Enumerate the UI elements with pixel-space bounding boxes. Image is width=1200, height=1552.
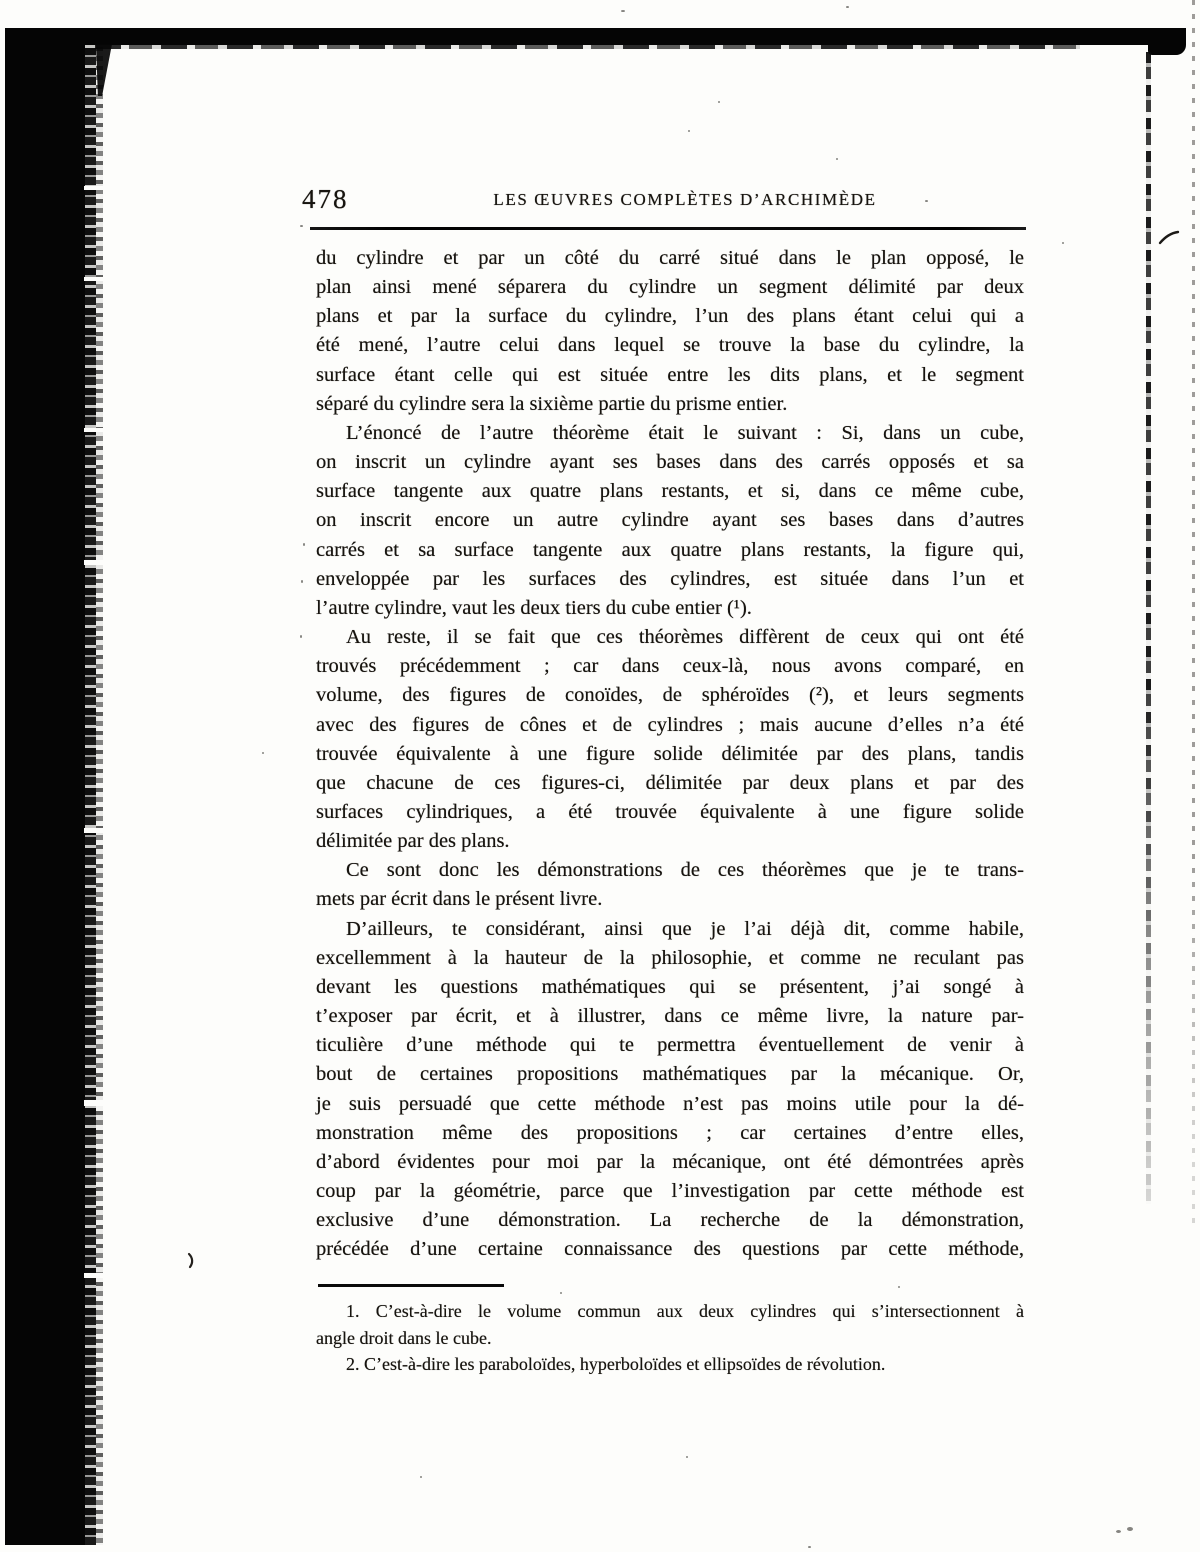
left-gutter-shadow xyxy=(5,28,85,1545)
body-text xyxy=(316,244,1024,1264)
scan-speck xyxy=(1062,242,1064,244)
text-line: enveloppée par les surfaces des cylindres, est située dans l’un et xyxy=(316,567,1024,590)
gutter-edge-break xyxy=(84,277,106,281)
footnote-line: 1. C’est-à-dire le volume commun aux deux cylindres qui s’intersectionnent à xyxy=(346,1301,1024,1321)
top-scan-band-ragged-edge xyxy=(95,45,1080,49)
text-line: surfaces cylindriques, a été trouvée équivalente à une figure solide xyxy=(316,800,1024,823)
text-line: surface tangente aux quatre plans restants, et si, dans ce même cube, xyxy=(316,480,1024,503)
scan-speck xyxy=(898,1286,900,1288)
text-line: on inscrit un cylindre ayant ses bases dans des carrés opposés et sa xyxy=(316,451,1024,474)
text-line: devant les questions mathématiques qui se présentent, j’ai songé à xyxy=(316,975,1024,998)
gutter-corner-mark xyxy=(96,44,112,96)
footnote-line: 2. C’est-à-dire les paraboloïdes, hyperboloïdes et ellipsoïdes de révolution. xyxy=(346,1354,886,1375)
left-gutter-ragged-edge xyxy=(85,28,96,1545)
text-line: on inscrit encore un autre cylindre ayant ses bases dans d’autres xyxy=(316,509,1024,532)
top-scan-band xyxy=(20,28,1160,45)
footnote-line: angle droit dans le cube. xyxy=(316,1327,492,1348)
text-line: plan ainsi mené séparera du cylindre un segment délimité par deux xyxy=(316,276,1024,299)
scan-speck xyxy=(686,1456,688,1458)
text-line: Ce sont donc les démonstrations de ces théorèmes que je te trans- xyxy=(346,859,1024,882)
scan-speck xyxy=(303,543,305,546)
scan-speck xyxy=(420,1476,422,1478)
paragraph xyxy=(316,244,1024,419)
paragraph xyxy=(316,856,1024,914)
text-line: du cylindre et par un côté du carré situé dans le plan opposé, le xyxy=(316,247,1024,269)
text-line: excellemment à la hauteur de la philosophie, et comme ne reculant pas xyxy=(316,946,1024,969)
far-right-dashed-edge xyxy=(1192,0,1195,1225)
top-scan-band-right-blob xyxy=(1148,28,1186,55)
scan-tick-mark xyxy=(1158,230,1180,246)
running-title: LES ŒUVRES COMPLÈTES D’ARCHIMÈDE xyxy=(493,190,877,209)
footnote-rule xyxy=(318,1284,504,1287)
text-line: volume, des figures de conoïdes, de sphéroïdes (²), et leurs segments xyxy=(316,684,1024,707)
gutter-edge-break xyxy=(84,828,106,833)
scan-speck xyxy=(836,158,838,160)
text-line: monstration même des propositions ; car certaines d’entre elles, xyxy=(316,1121,1024,1144)
text-line: que chacune de ces figures-ci, délimitée par deux plans et par des xyxy=(316,771,1024,794)
scan-speck xyxy=(1127,1527,1133,1531)
text-line: été mené, l’autre celui dans lequel se trouve la base du cylindre, la xyxy=(316,334,1024,357)
page-number: 478 xyxy=(302,184,349,214)
scan-speck xyxy=(846,6,849,8)
footnotes xyxy=(316,1298,1024,1378)
text-line: je suis persuadé que cette méthode n’est pas moins utile pour la dé- xyxy=(316,1092,1024,1115)
text-line: mets par écrit dans le présent livre. xyxy=(316,888,603,911)
scan-speck xyxy=(808,1546,811,1548)
scan-comma-mark xyxy=(186,1252,198,1270)
scan-speck xyxy=(1116,1530,1121,1533)
header-rule xyxy=(310,227,1026,230)
scan-speck xyxy=(688,130,690,132)
gutter-edge-break xyxy=(84,1273,106,1278)
scan-speck xyxy=(718,101,720,103)
gutter-edge-break xyxy=(84,186,106,190)
gutter-edge-break xyxy=(84,1100,106,1106)
scan-speck xyxy=(300,225,303,227)
gutter-edge-break xyxy=(84,428,106,432)
paragraph xyxy=(316,623,1024,856)
text-line: t’exposer par écrit, et à illustrer, dans ce même livre, la nature par- xyxy=(316,1005,1024,1028)
text-line: D’ailleurs, te considérant, ainsi que je l’ai déjà dit, comme habile, xyxy=(346,917,1024,940)
text-line: trouvée équivalente à une figure solide délimitée par des plans, tandis xyxy=(316,742,1024,765)
text-line: plans et par la surface du cylindre, l’un des plans étant celui qui a xyxy=(316,305,1024,328)
text-line: exclusive d’une démonstration. La recherche de la démonstration, xyxy=(316,1209,1024,1232)
paragraph xyxy=(316,915,1024,1265)
text-line: bout de certaines propositions mathématiques par la mécanique. Or, xyxy=(316,1063,1024,1086)
right-page-edge-line xyxy=(1146,52,1151,1204)
scan-speck xyxy=(560,1292,562,1294)
text-line: surface étant celle qui est située entre les dits plans, et le segment xyxy=(316,363,1024,386)
text-line: L’énoncé de l’autre théorème était le suivant : Si, dans un cube, xyxy=(346,421,1024,444)
text-line: l’autre cylindre, vaut les deux tiers du cube entier (¹). xyxy=(316,596,752,619)
text-line: Au reste, il se fait que ces théorèmes diffèrent de ceux qui ont été xyxy=(346,626,1024,649)
text-line: coup par la géométrie, parce que l’investigation par cette méthode est xyxy=(316,1180,1024,1202)
text-line: précédée d’une certaine connaissance des questions par cette méthode, xyxy=(316,1238,1024,1261)
text-line: trouvés précédemment ; car dans ceux-là, nous avons comparé, en xyxy=(316,655,1024,678)
text-line: avec des figures de cônes et de cylindres ; mais aucune d’elles n’a été xyxy=(316,713,1024,736)
scan-speck xyxy=(300,635,302,638)
left-gutter-ragged-edge-outer xyxy=(96,28,103,1545)
scan-speck xyxy=(262,752,264,754)
gutter-edge-break xyxy=(84,560,106,565)
text-line: carrés et sa surface tangente aux quatre plans restants, la figure qui, xyxy=(316,538,1024,561)
text-line: délimitée par des plans. xyxy=(316,830,510,853)
scan-speck xyxy=(621,10,625,12)
text-line: d’abord évidentes pour moi par la mécanique, ont été démontrées après xyxy=(316,1150,1024,1173)
paragraph xyxy=(316,419,1024,623)
scan-speck xyxy=(301,580,303,583)
text-line: ticulière d’une méthode qui te permettra éventuellement de venir à xyxy=(316,1034,1024,1057)
text-line: séparé du cylindre sera la sixième partie du prisme entier. xyxy=(316,392,788,415)
